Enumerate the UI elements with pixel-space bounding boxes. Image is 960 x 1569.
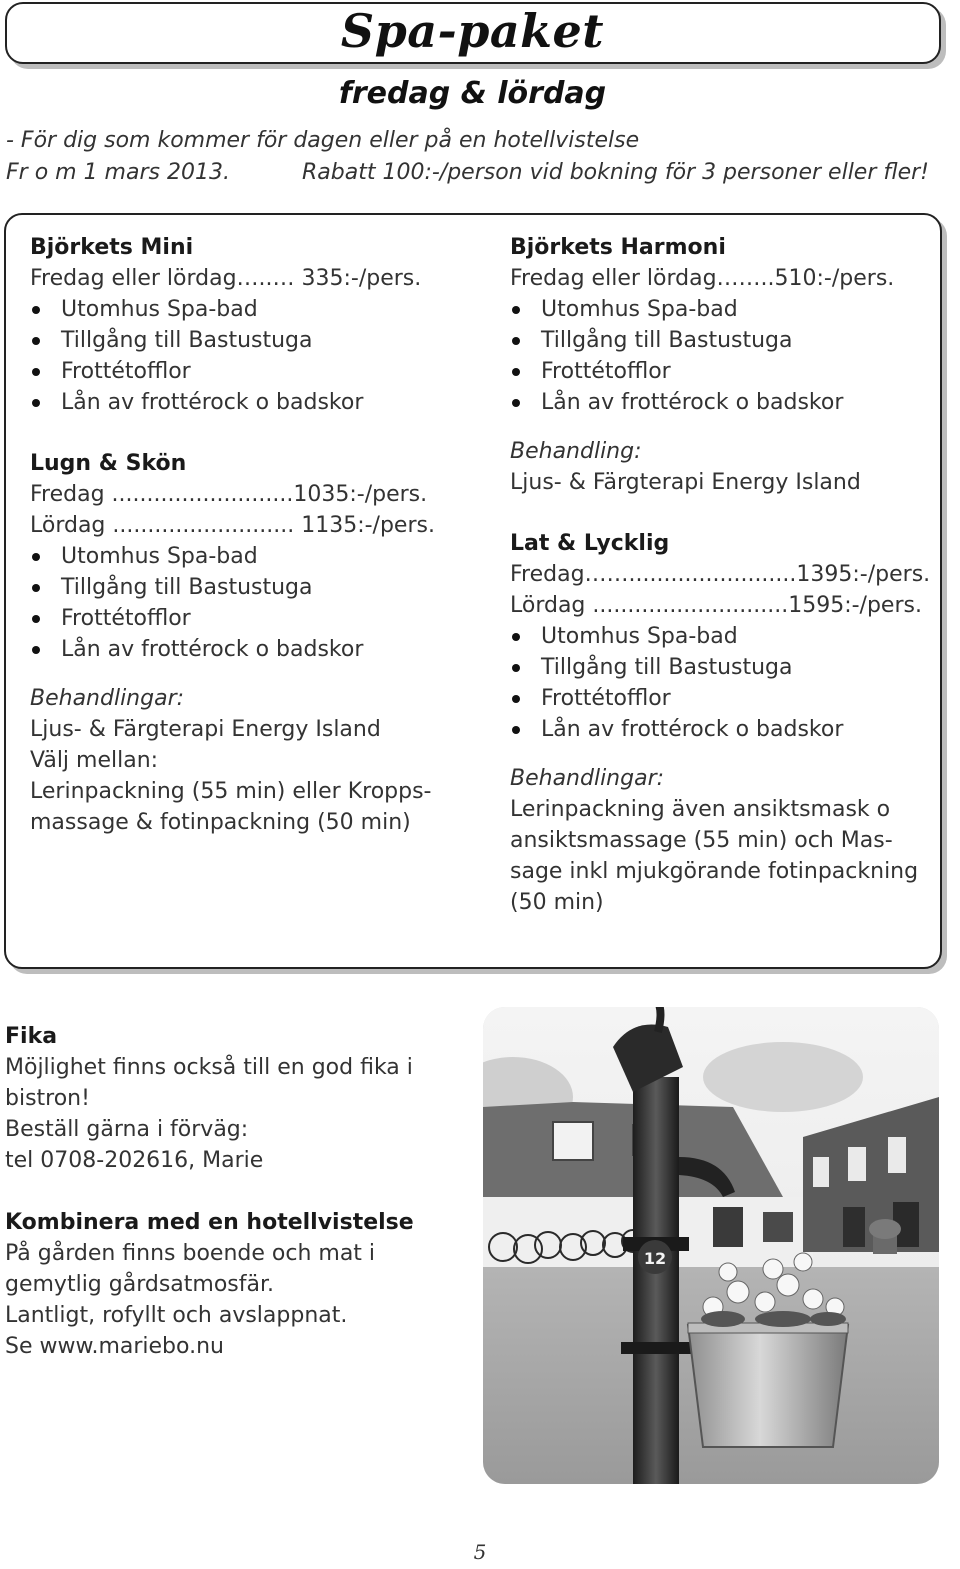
package-name: Björkets Harmoni	[510, 235, 726, 260]
treatment-heading: Behandlingar:	[30, 686, 185, 711]
feature-item: Frottétofflor	[510, 356, 930, 387]
feature-item: Tillgång till Bastustuga	[510, 325, 930, 356]
feature-item: Utomhus Spa-bad	[30, 541, 470, 572]
feature-list	[510, 294, 930, 418]
package-price-friday: Fredag ..........................1035:-/pers.	[30, 482, 428, 507]
feature-item: Lån av frottérock o badskor	[30, 387, 470, 418]
feature-item: Utomhus Spa-bad	[510, 294, 930, 325]
feature-item: Frottétofflor	[510, 683, 930, 714]
treatment-line: Ljus- & Färgterapi Energy Island	[510, 470, 861, 495]
feature-item: Utomhus Spa-bad	[30, 294, 470, 325]
kombinera-line: Lantligt, rofyllt och avslappnat.	[5, 1303, 348, 1328]
treatment-line: Välj mellan:	[30, 748, 159, 773]
feature-item: Lån av frottérock o badskor	[510, 714, 930, 745]
kombinera-line: Se www.mariebo.nu	[5, 1334, 224, 1359]
intro-date: Fr o m 1 mars 2013.	[6, 160, 230, 185]
intro-discount: Rabatt 100:-/person vid bokning för 3 personer eller fler!	[302, 160, 929, 185]
feature-list	[30, 294, 470, 418]
info-section	[5, 1021, 445, 1362]
page-number: 5	[473, 1540, 487, 1564]
feature-item: Utomhus Spa-bad	[510, 621, 930, 652]
fika-line: Beställ gärna i förväg:	[5, 1117, 249, 1142]
feature-item: Lån av frottérock o badskor	[510, 387, 930, 418]
treatment-line: massage & fotinpackning (50 min)	[30, 810, 411, 835]
treatment-line: Lerinpackning även ansiktsmask o	[510, 797, 891, 822]
package-price-saturday: Lördag ............................1595:-/pers.	[510, 593, 922, 618]
fika-line: Möjlighet finns också till en god fika i	[5, 1055, 413, 1080]
package-name: Björkets Mini	[30, 235, 194, 260]
fika-line: tel 0708-202616, Marie	[5, 1148, 264, 1173]
package-name: Lat & Lycklig	[510, 531, 670, 556]
fika-line: bistron!	[5, 1086, 90, 1111]
page-title: Spa-paket	[340, 4, 605, 58]
fika-heading: Fika	[5, 1024, 58, 1049]
package-name: Lugn & Skön	[30, 451, 187, 476]
feature-item: Frottétofflor	[30, 356, 470, 387]
treatment-line: sage inkl mjukgörande fotinpackning	[510, 859, 919, 884]
package-price: Fredag eller lördag……..510:-/pers.	[510, 266, 895, 291]
package-harmoni	[510, 232, 930, 498]
treatment-heading: Behandlingar:	[510, 766, 665, 791]
treatment-line: Ljus- & Färgterapi Energy Island	[30, 717, 381, 742]
pump-photo	[483, 1007, 939, 1484]
package-price-saturday: Lördag .......................... 1135:-/pers.	[30, 513, 435, 538]
kombinera-heading: Kombinera med en hotellvistelse	[5, 1210, 414, 1235]
package-lat	[510, 528, 930, 918]
pump-photo-illustration	[483, 1007, 939, 1484]
treatment-line: ansiktsmassage (55 min) och Mas-	[510, 828, 893, 853]
feature-item: Tillgång till Bastustuga	[30, 325, 470, 356]
intro-line-1: - För dig som kommer för dagen eller på en hotellvistelse	[6, 128, 640, 153]
package-mini	[30, 232, 470, 418]
treatment-heading: Behandling:	[510, 439, 642, 464]
feature-list	[30, 541, 470, 665]
package-lugn	[30, 448, 470, 838]
treatment-line: (50 min)	[510, 890, 604, 915]
kombinera-line: På gården finns boende och mat i	[5, 1241, 376, 1266]
feature-item: Lån av frottérock o badskor	[30, 634, 470, 665]
feature-item: Tillgång till Bastustuga	[30, 572, 470, 603]
feature-item: Tillgång till Bastustuga	[510, 652, 930, 683]
packages-right-column	[510, 232, 930, 918]
pump-number: 12	[643, 1249, 667, 1268]
package-price-friday: Fredag……........................1395:-/pers.	[510, 562, 931, 587]
kombinera-line: gemytlig gårdsatmosfär.	[5, 1272, 274, 1297]
feature-list	[510, 621, 930, 745]
package-price: Fredag eller lördag…..… 335:-/pers.	[30, 266, 422, 291]
packages-left-column	[30, 232, 470, 838]
feature-item: Frottétofflor	[30, 603, 470, 634]
page-subtitle: fredag & lördag	[338, 76, 607, 111]
intro-line-2	[6, 160, 929, 185]
treatment-line: Lerinpackning (55 min) eller Kropps-	[30, 779, 432, 804]
